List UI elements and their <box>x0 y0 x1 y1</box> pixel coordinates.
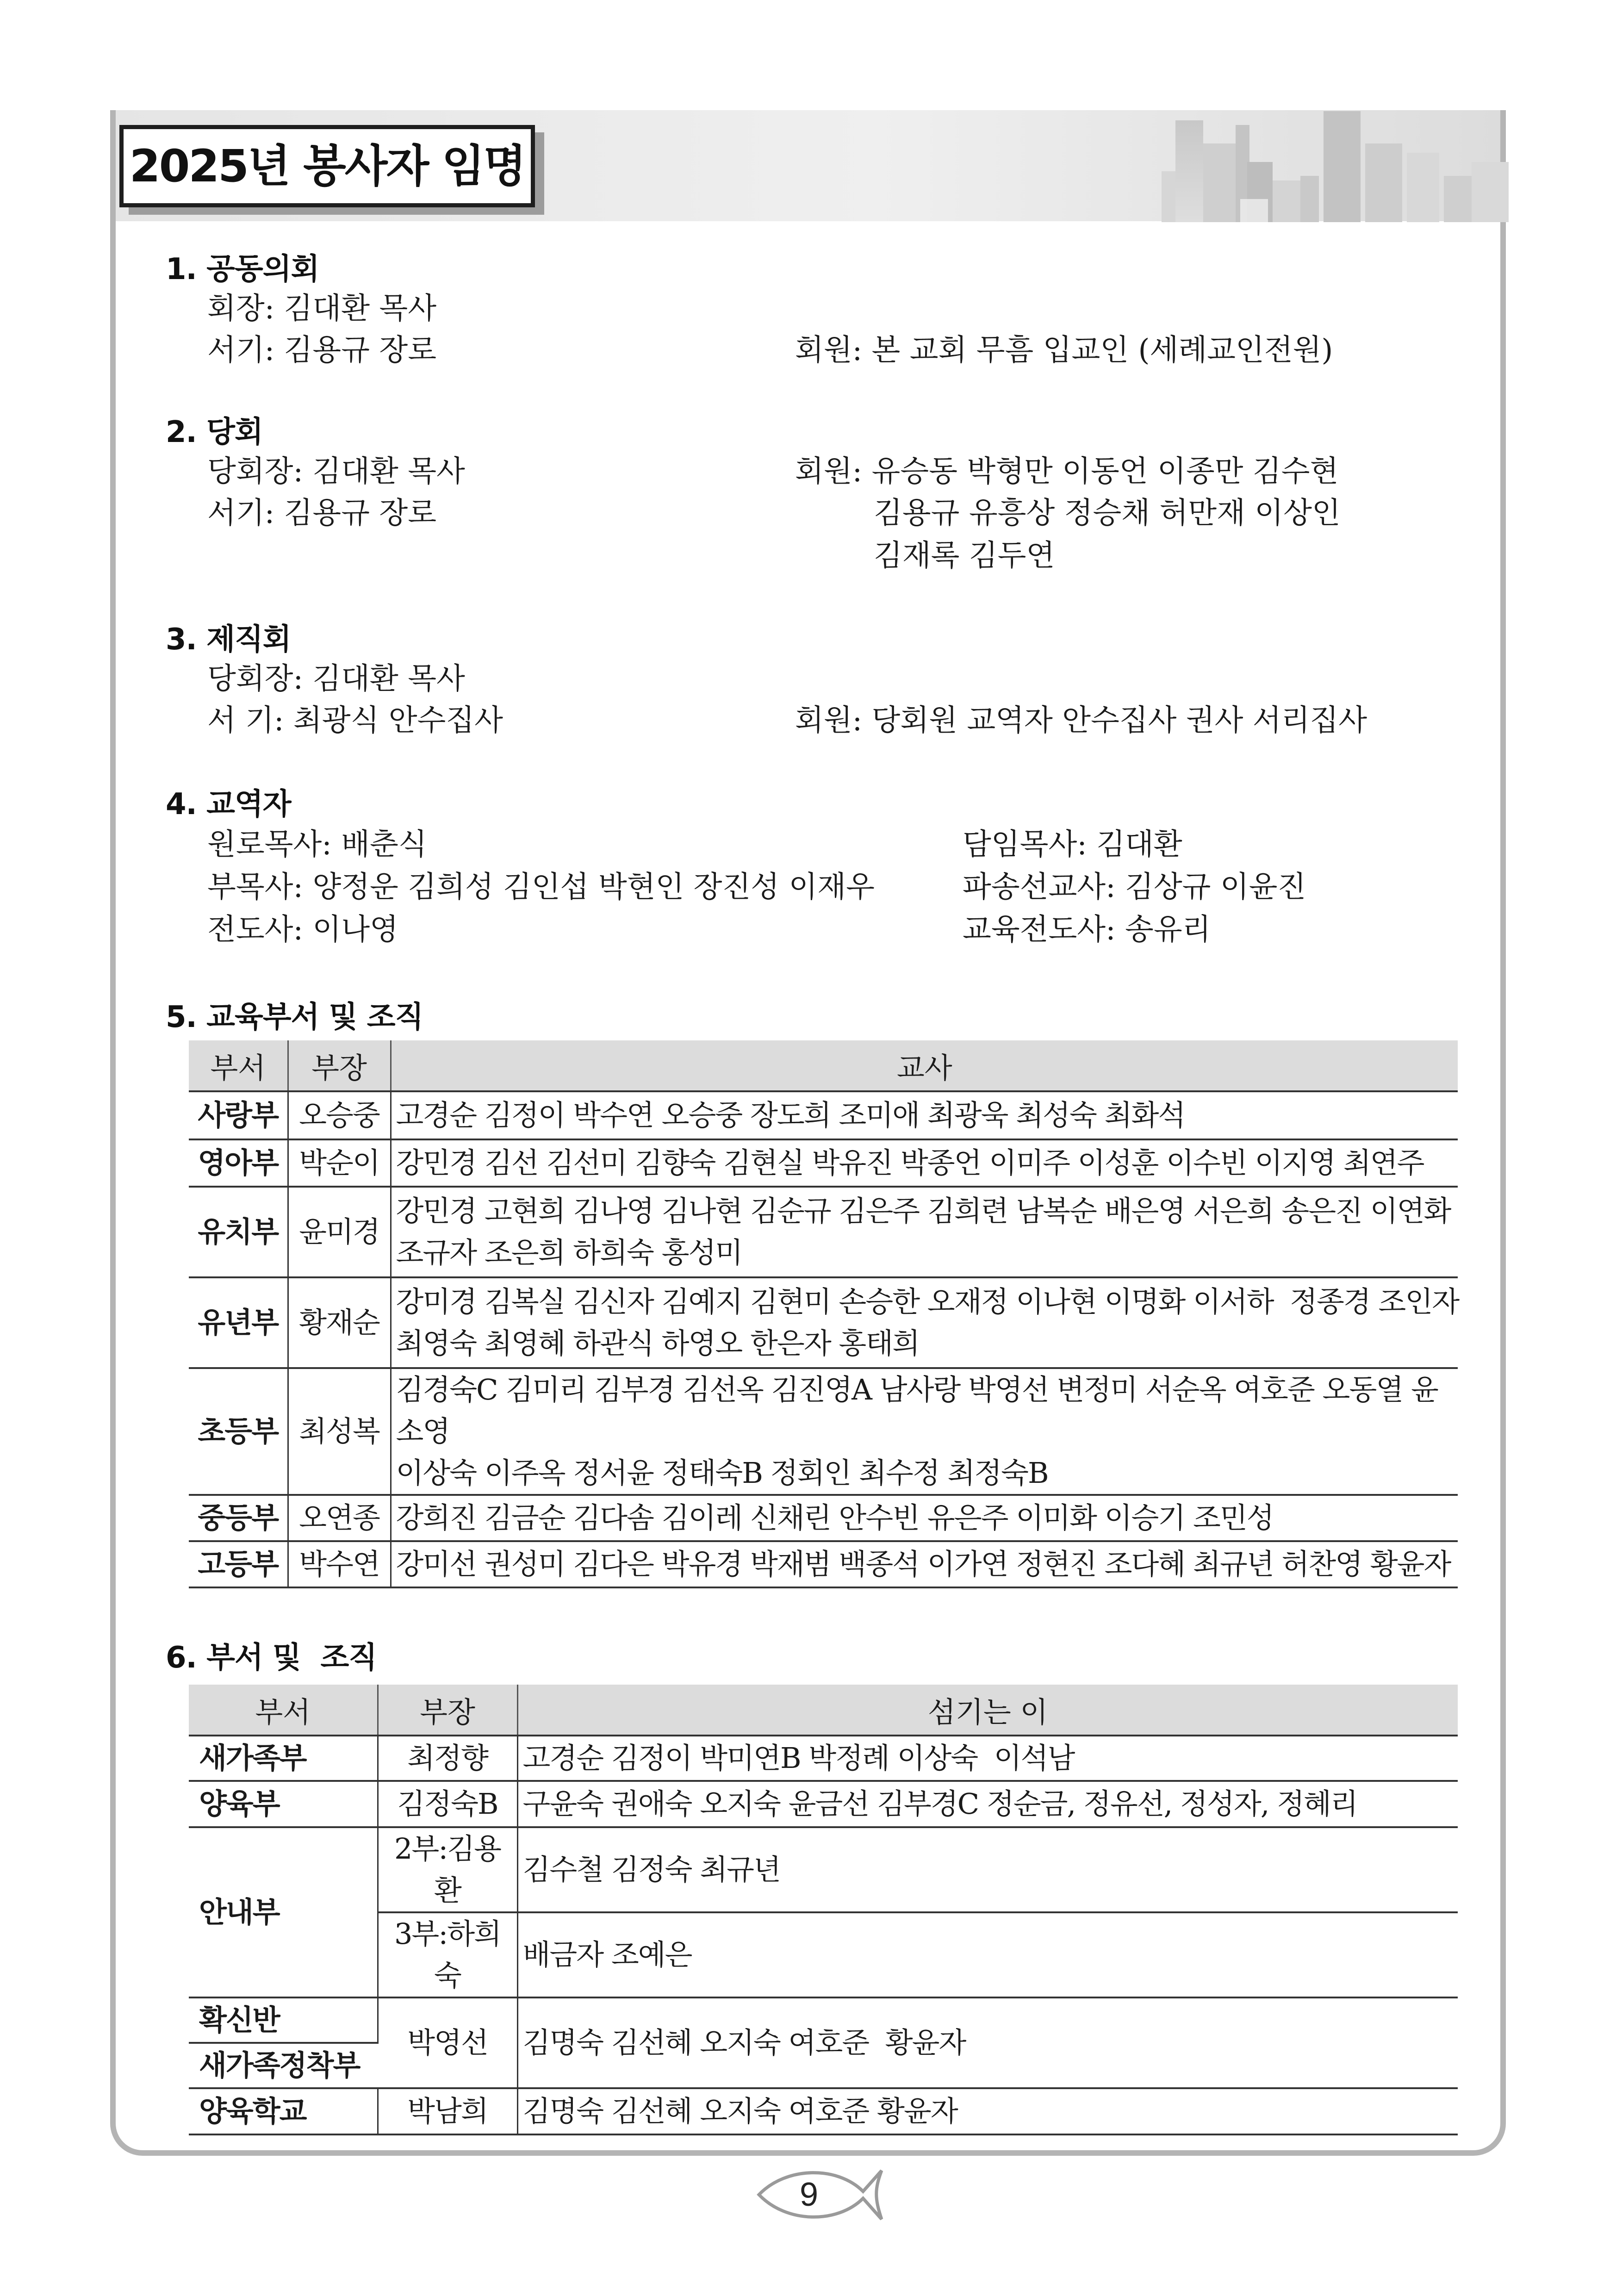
member-list: 김수철 김정숙 최규년 <box>517 1827 1458 1912</box>
s4-edu-evangelist: 교육전도사: 송유리 <box>963 913 1211 947</box>
member-list: 김명숙 김선혜 오지숙 여호준 황윤자 <box>517 2088 1458 2134</box>
teacher-line: 조규자 조은희 하희숙 홍성미 <box>396 1236 742 1269</box>
s4-evangelist: 전도사: 이나영 <box>207 913 398 947</box>
s1-chair: 회장: 김대환 목사 <box>207 292 437 326</box>
teacher-list <box>391 1091 1458 1139</box>
section-6-heading: 6. 부서 및 조직 <box>166 1641 377 1675</box>
table-row <box>189 1091 1458 1139</box>
dept-name: 유치부 <box>189 1187 288 1277</box>
table-row <box>189 1781 1458 1827</box>
column-header: 부서 <box>189 1040 288 1091</box>
table-row <box>189 1827 1458 1912</box>
table-row <box>189 1495 1458 1541</box>
teacher-list <box>391 1139 1458 1187</box>
teacher-line: 이상숙 이주옥 정서윤 정태숙B 정회인 최수정 최정숙B <box>396 1456 1048 1490</box>
s3-chair: 당회장: 김대환 목사 <box>207 662 465 696</box>
dept-name: 중등부 <box>189 1495 288 1541</box>
column-header: 부장 <box>378 1685 517 1736</box>
s4-associate: 부목사: 양정운 김희성 김인섭 박현인 장진성 이재우 <box>207 870 875 904</box>
table-row <box>189 2088 1458 2134</box>
table-row <box>189 1912 1458 1997</box>
teacher-line: 최영숙 최영혜 하관식 하영오 한은자 홍태희 <box>396 1326 920 1360</box>
dept-name: 새가족부 <box>189 1736 378 1781</box>
s2-secretary: 서기: 김용규 장로 <box>207 496 437 530</box>
dept-name: 확신반 <box>189 1997 378 2043</box>
teacher-list <box>391 1495 1458 1541</box>
s3-secretary: 서 기: 최광식 안수집사 <box>207 703 503 738</box>
city-skyline-illustration <box>1148 106 1509 222</box>
column-header: 교사 <box>391 1040 1458 1091</box>
teacher-line: 강민경 김선 김선미 김향숙 김현실 박유진 박종언 이미주 이성훈 이수빈 이지영 최연주 <box>396 1146 1424 1180</box>
teacher-list <box>391 1277 1458 1368</box>
teacher-list <box>391 1541 1458 1587</box>
dept-name: 사랑부 <box>189 1091 288 1139</box>
s1-members: 회원: 본 교회 무흠 입교인 (세례교인전원) <box>795 333 1333 367</box>
section-5-heading: 5. 교육부서 및 조직 <box>166 1000 423 1034</box>
dept-head: 윤미경 <box>288 1187 391 1277</box>
table-row <box>189 1187 1458 1277</box>
dept-name: 초등부 <box>189 1368 288 1495</box>
dept-name: 안내부 <box>189 1827 378 1997</box>
fish-outline-icon <box>759 2171 882 2219</box>
page-number: 9 <box>799 2176 819 2213</box>
dept-head: 오연종 <box>288 1495 391 1541</box>
dept-head: 박수연 <box>288 1541 391 1587</box>
section-4-heading: 4. 교역자 <box>166 787 291 821</box>
education-departments-table <box>189 1040 1458 1588</box>
teacher-line: 고경순 김정이 박수연 오승중 장도희 조미애 최광욱 최성숙 최화석 <box>396 1098 1185 1132</box>
table-row <box>189 1139 1458 1187</box>
s4-emeritus: 원로목사: 배춘식 <box>207 828 427 862</box>
table-row <box>189 1736 1458 1781</box>
s2-members-line-2: 김용규 유흥상 정승채 허만재 이상인 <box>874 496 1341 530</box>
dept-head: 박남희 <box>378 2088 517 2134</box>
page-number-badge <box>750 2157 889 2231</box>
dept-head: 박영선 <box>378 1997 517 2088</box>
dept-head: 최정향 <box>378 1736 517 1781</box>
dept-name: 양육학교 <box>189 2088 378 2134</box>
member-list: 김명숙 김선혜 오지숙 여호준 황윤자 <box>517 1997 1458 2088</box>
s2-chair: 당회장: 김대환 목사 <box>207 454 465 489</box>
column-header: 섬기는 이 <box>517 1685 1458 1736</box>
teacher-line: 강미경 김복실 김신자 김예지 김현미 손승한 오재정 이나현 이명화 이서하 정종경 조인자 <box>396 1285 1459 1319</box>
s2-members-line-3: 김재록 김두연 <box>874 539 1055 573</box>
dept-name: 영아부 <box>189 1139 288 1187</box>
departments-table <box>189 1685 1458 2135</box>
dept-head: 3부:하희숙 <box>378 1912 517 1997</box>
teacher-line: 강희진 김금순 김다솜 김이레 신채린 안수빈 유은주 이미화 이승기 조민성 <box>396 1501 1274 1535</box>
column-header: 부장 <box>288 1040 391 1091</box>
table-row <box>189 1277 1458 1368</box>
teacher-line: 강민경 고현희 김나영 김나현 김순규 김은주 김희련 남복순 배은영 서은희 송은진 이연화 <box>396 1194 1451 1228</box>
table-header-row <box>189 1685 1458 1736</box>
section-3-heading: 3. 제직회 <box>166 622 291 657</box>
dept-head: 박순이 <box>288 1139 391 1187</box>
s4-senior: 담임목사: 김대환 <box>963 828 1182 862</box>
member-list: 구윤숙 권애숙 오지숙 윤금선 김부경C 정순금, 정유선, 정성자, 정혜리 <box>517 1781 1458 1827</box>
teacher-line: 강미선 권성미 김다은 박유경 박재범 백종석 이가연 정현진 조다혜 최규년 허찬영 황윤자 <box>396 1547 1451 1581</box>
section-1-heading: 1. 공동의회 <box>166 252 319 286</box>
dept-name: 새가족정착부 <box>189 2043 378 2088</box>
dept-head: 황재순 <box>288 1277 391 1368</box>
s4-missionary: 파송선교사: 김상규 이윤진 <box>963 870 1306 904</box>
teacher-list <box>391 1368 1458 1495</box>
page-title: 2025년 봉사자 임명 <box>119 125 535 207</box>
dept-name: 고등부 <box>189 1541 288 1587</box>
table-header-row <box>189 1040 1458 1091</box>
member-list: 배금자 조예은 <box>517 1912 1458 1997</box>
dept-head: 최성복 <box>288 1368 391 1495</box>
dept-head: 2부:김용환 <box>378 1827 517 1912</box>
dept-head: 김정숙B <box>378 1781 517 1827</box>
s2-members-line-1: 회원: 유승동 박형만 이동언 이종만 김수현 <box>795 454 1339 489</box>
table-row <box>189 1997 1458 2043</box>
dept-name: 양육부 <box>189 1781 378 1827</box>
member-list: 고경순 김정이 박미연B 박정례 이상숙 이석남 <box>517 1736 1458 1781</box>
section-2-heading: 2. 당회 <box>166 415 263 449</box>
table-row <box>189 1541 1458 1587</box>
column-header: 부서 <box>189 1685 378 1736</box>
dept-head: 오승중 <box>288 1091 391 1139</box>
table-row <box>189 1368 1458 1495</box>
teacher-line: 김경숙C 김미리 김부경 김선옥 김진영A 남사랑 박영선 변정미 서순옥 여호준 오동열 윤소영 <box>396 1373 1438 1448</box>
s3-members: 회원: 당회원 교역자 안수집사 권사 서리집사 <box>795 703 1367 738</box>
teacher-list <box>391 1187 1458 1277</box>
s1-secretary: 서기: 김용규 장로 <box>207 333 437 367</box>
dept-name: 유년부 <box>189 1277 288 1368</box>
